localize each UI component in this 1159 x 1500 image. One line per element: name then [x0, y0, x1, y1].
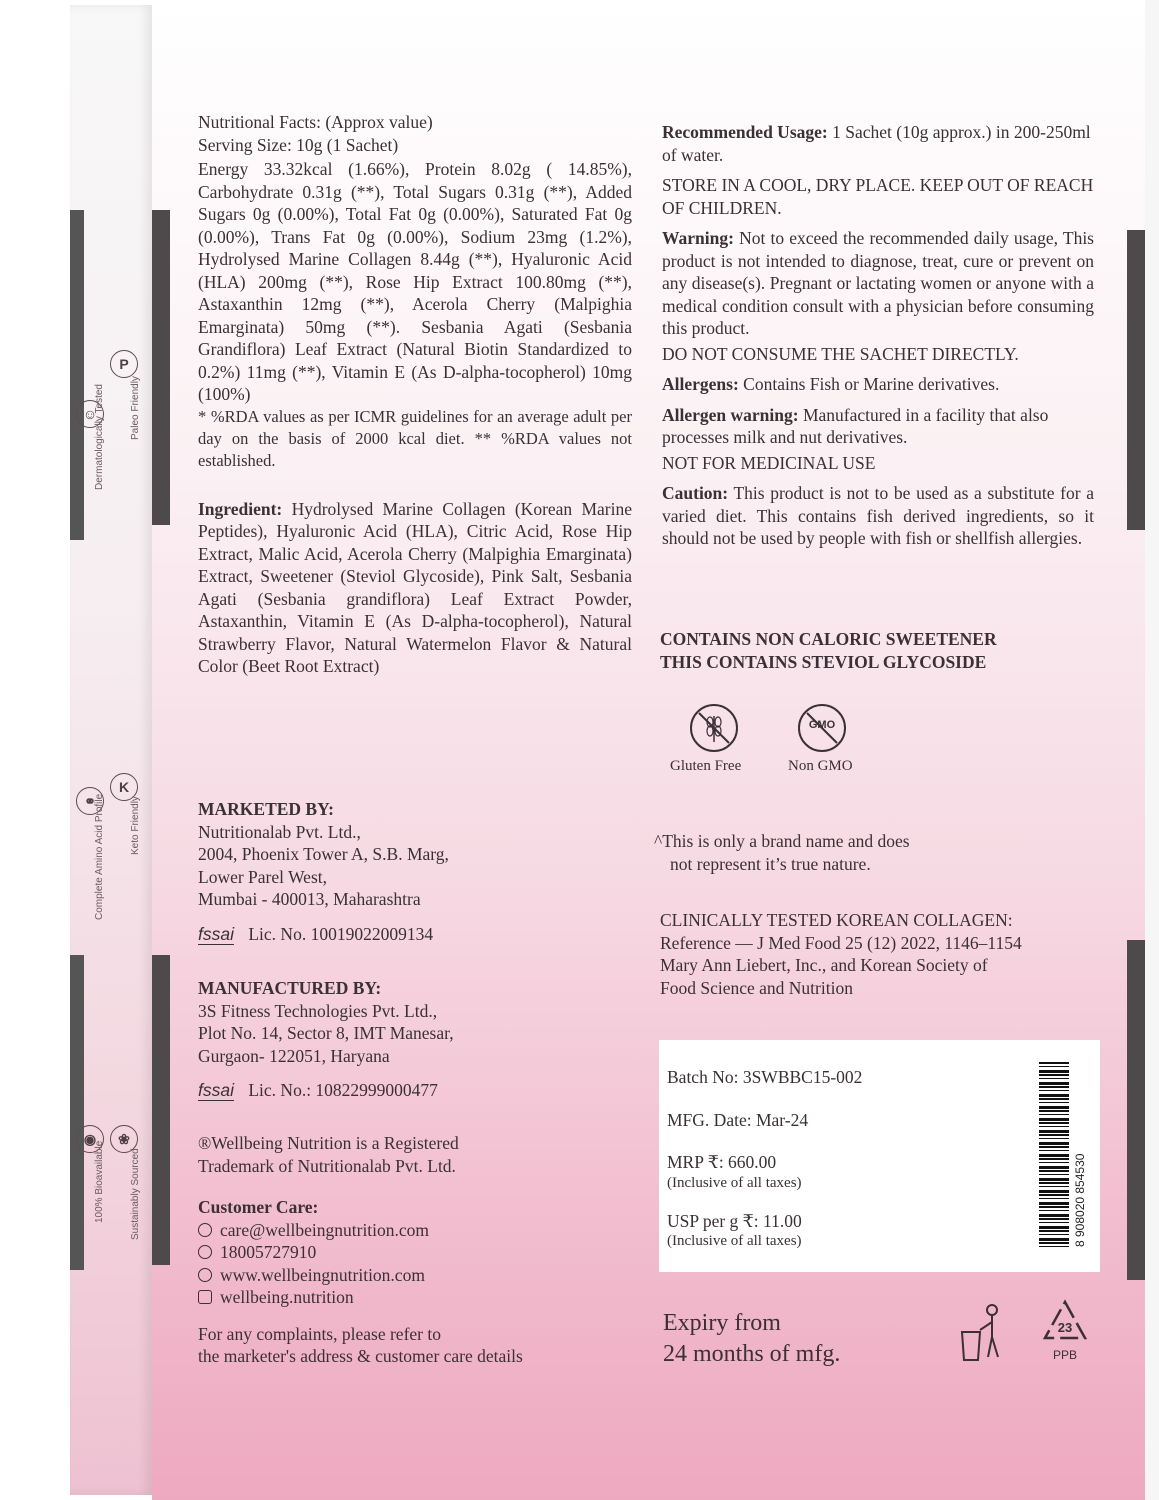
marketed-line: Mumbai - 400013, Maharashtra [198, 889, 421, 909]
batch-info-box [659, 1040, 1100, 1272]
nutrition-heading: Nutritional Facts: (Approx value) [198, 112, 433, 132]
usage-text: 1 Sachet (10g approx.) in 200-250ml of water. [662, 122, 1091, 165]
usage-label: Recommended Usage: [662, 122, 828, 142]
fssai-logo: fssai [198, 923, 234, 944]
customer-care-phone [198, 1241, 648, 1264]
keto-friendly-icon: K [110, 773, 138, 801]
allergen-warning-block [662, 404, 1094, 449]
usp: USP per g ₹: 11.00 [667, 1210, 802, 1231]
marketed-line: Nutritionalab Pvt. Ltd., [198, 821, 361, 842]
expiry-line: Expiry from [663, 1310, 781, 1336]
nutrition-footnote: * %RDA values as per ICMR guidelines for an average adult per day on the basis of 2000 kcal diet. ** %RDA values not established. [198, 406, 632, 470]
barcode-bars [1039, 1062, 1069, 1247]
manufactured-line: Plot No. 14, Sector 8, IMT Manesar, [198, 1023, 454, 1043]
fssai-logo: fssai [198, 1080, 234, 1100]
instagram-icon [198, 1290, 212, 1304]
allergens-label: Allergens: [662, 374, 739, 394]
expiry-note [663, 1308, 963, 1370]
email-text: care@wellbeingnutrition.com [220, 1219, 430, 1240]
brand-note [654, 830, 1094, 875]
marketed-license-row [198, 923, 638, 946]
side-label-sustainably-sourced: Sustainably Sourced [130, 1148, 141, 1240]
sweetener-line: CONTAINS NON CALORIC SWEETENER [660, 629, 997, 649]
warning-label: Warning: [662, 228, 734, 248]
allergen-warning-text: Manufactured in a facility that also processes milk and nut derivatives. [662, 404, 1049, 447]
usage-block [662, 121, 1094, 166]
marketed-license: Lic. No. 10019022009134 [248, 923, 434, 944]
face-tab-right [1127, 230, 1145, 530]
clinical-line: Reference — J Med Food 25 (12) 2022, 1146–1154 [660, 932, 1022, 953]
mfg-date: MFG. Date: Mar-24 [667, 1109, 809, 1130]
manufactured-license-row [198, 1079, 638, 1102]
sweetener-notice [660, 628, 1100, 673]
usp-note: (Inclusive of all taxes) [667, 1233, 802, 1249]
right-column [662, 121, 1094, 550]
gmo-icon-text: GMO [808, 719, 836, 731]
batch-no: Batch No: 3SWBBC15-002 [667, 1067, 863, 1087]
face-tab-left [152, 210, 170, 525]
mrp: MRP ₹: 660.00 [667, 1152, 777, 1172]
batch-details [667, 1066, 1007, 1250]
brand-note-line: not represent it’s true nature. [670, 853, 871, 874]
face-tab-right [1127, 940, 1145, 1280]
serving-size: Serving Size: 10g (1 Sachet) [198, 134, 399, 155]
recycle-icon [1040, 1298, 1090, 1368]
warning-text: Not to exceed the recommended daily usage, This product is not intended to diagnose, treat, cure or prevent on any disease(s). Pregnant or lactating women or anyone with a medical condition consult with a physician before consuming this product. [662, 228, 1094, 338]
clinical-line: Food Science and Nutrition [660, 977, 853, 998]
non-gmo-icon [798, 704, 846, 752]
gluten-free-label: Gluten Free [670, 758, 742, 774]
marketed-by [198, 798, 638, 945]
brand-note-text: This is only a brand name and does [662, 831, 910, 851]
dermatologically-tested-icon: ☺ [76, 400, 104, 428]
trademark-line: Trademark of Nutritionalab Pvt. Ltd. [198, 1155, 456, 1176]
ingredients-label: Ingredient: [198, 498, 283, 519]
ingredients-text: Hydrolysed Marine Collagen (Korean Marine Peptides), Hyaluronic Acid (HLA), Citric Acid, Rose Hip Extract, Malic Acid, Acerola Cherry (Malpighia Emarginata) Extract, Sweetener (Steviol Glycoside), Pink Salt, Sesbania Agati (Sesbania grandiflora) Leaf Extract Powder, Astaxanthin, Vitamin E (As D-alpha-tocopherol), Natural Strawberry Flavor, Natural Watermelon Flavor & Natural Color (Beet Root Extract) [198, 498, 633, 676]
side-label-amino-acid: Complete Amino Acid Profile [94, 793, 105, 920]
dispose-bin-icon [958, 1302, 1008, 1364]
bioavailable-icon: ◉ [76, 1125, 104, 1153]
customer-care-heading: Customer Care: [198, 1197, 319, 1217]
ingredients-block [198, 498, 632, 678]
recycle-code: 23 [1057, 1320, 1073, 1335]
non-gmo-label: Non GMO [788, 758, 853, 774]
side-tab-dark [70, 210, 84, 540]
mrp-note: (Inclusive of all taxes) [667, 1174, 802, 1191]
manufactured-line: 3S Fitness Technologies Pvt. Ltd., [198, 1000, 438, 1021]
phone-text: 18005727910 [220, 1242, 317, 1262]
sweetener-line: THIS CONTAINS STEVIOL GLYCOSIDE [660, 651, 987, 672]
complaints-line: For any complaints, please refer to [198, 1323, 441, 1344]
warning-block [662, 227, 1094, 340]
marketed-heading: MARKETED BY: [198, 799, 334, 819]
marketed-line: Lower Parel West, [198, 866, 327, 887]
amino-acid-icon: ⚭ [76, 787, 104, 815]
customer-care-instagram [198, 1286, 648, 1309]
caret-mark: ^ [654, 831, 663, 851]
side-tab-dark [70, 955, 84, 1270]
email-icon [198, 1223, 212, 1237]
storage-text: STORE IN A COOL, DRY PLACE. KEEP OUT OF REACH OF CHILDREN. [662, 175, 1094, 218]
clinical-line: CLINICALLY TESTED KOREAN COLLAGEN: [660, 910, 1013, 930]
trademark-note [198, 1132, 638, 1177]
clinical-reference [660, 909, 1110, 999]
manufactured-heading: MANUFACTURED BY: [198, 978, 382, 998]
phone-icon [198, 1245, 212, 1259]
side-label-dermatologically-tested: Dermatologically Tested [94, 384, 105, 490]
barcode [1039, 1062, 1087, 1247]
caution-text: This product is not to be used as a substitute for a varied diet. This contains fish derived ingredients, so it should not be used by people with fish or shellfish allergies. [662, 483, 1095, 548]
allergen-warning-label: Allergen warning: [662, 404, 799, 425]
trademark-line: ®Wellbeing Nutrition is a Registered [198, 1133, 459, 1153]
globe-icon [198, 1268, 212, 1282]
paleo-friendly-icon: P [110, 350, 138, 378]
side-label-paleo-friendly: Paleo Friendly [130, 376, 141, 440]
sustainably-sourced-icon: ❀ [110, 1125, 138, 1153]
left-column [198, 111, 632, 678]
side-label-keto-friendly: Keto Friendly [130, 796, 141, 855]
barcode-number: 8 908020 854530 [1073, 1153, 1087, 1247]
customer-care-email [198, 1219, 648, 1242]
manufactured-line: Gurgaon- 122051, Haryana [198, 1045, 390, 1066]
side-label-bioavailable: 100% Bioavailable [94, 1140, 105, 1223]
customer-care-website [198, 1264, 648, 1287]
box-side-panel [70, 5, 152, 1495]
gluten-free-icon [690, 704, 738, 752]
expiry-line: 24 months of mfg. [663, 1341, 841, 1367]
face-tab-left [152, 955, 170, 1265]
customer-care [198, 1196, 648, 1368]
allergens-block [662, 373, 1094, 396]
clinical-line: Mary Ann Liebert, Inc., and Korean Society of [660, 955, 988, 975]
manufactured-license: Lic. No.: 10822999000477 [248, 1080, 438, 1100]
instagram-text: wellbeing.nutrition [220, 1287, 354, 1307]
do-not-consume: DO NOT CONSUME THE SACHET DIRECTLY. [662, 343, 1019, 364]
allergens-text: Contains Fish or Marine derivatives. [743, 374, 1000, 394]
marketed-line: 2004, Phoenix Tower A, S.B. Marg, [198, 844, 449, 864]
complaints-line: the marketer's address & customer care details [198, 1346, 523, 1366]
nutrition-body: Energy 33.32kcal (1.66%), Protein 8.02g ( 14.85%), Carbohydrate 0.31g (**), Total Sugars 0.31g (**), Added Sugars 0g (0.00%), Total Fat 0g (0.00%), Saturated Fat 0g (0.00%), Trans Fat 0g (0.00%), Sodium 23mg (1.2%), Hydrolysed Marine Collagen 8.44g (**), Hyaluronic Acid (HLA) 200mg (**), Rose Hip Extract 100.80mg (**), Astaxanthin 12mg (**), Acerola Cherry (Malpighia Emarginata) 50mg (**). Sesbania Agati (Sesbania Grandiflora) Leaf Extract (Natural Biotin Standardized to 0.2%) 11mg (**), Vitamin E (As D-alpha-tocopherol) 10mg (100%) [198, 159, 632, 404]
brand-note-line [654, 830, 1094, 853]
recycle-material: PPB [1052, 1348, 1077, 1362]
website-text: www.wellbeingnutrition.com [220, 1264, 425, 1285]
box-right-edge [1145, 0, 1159, 1500]
caution-block [662, 482, 1094, 550]
manufactured-by [198, 977, 638, 1102]
caution-label: Caution: [662, 483, 729, 503]
not-medicinal: NOT FOR MEDICINAL USE [662, 452, 876, 473]
